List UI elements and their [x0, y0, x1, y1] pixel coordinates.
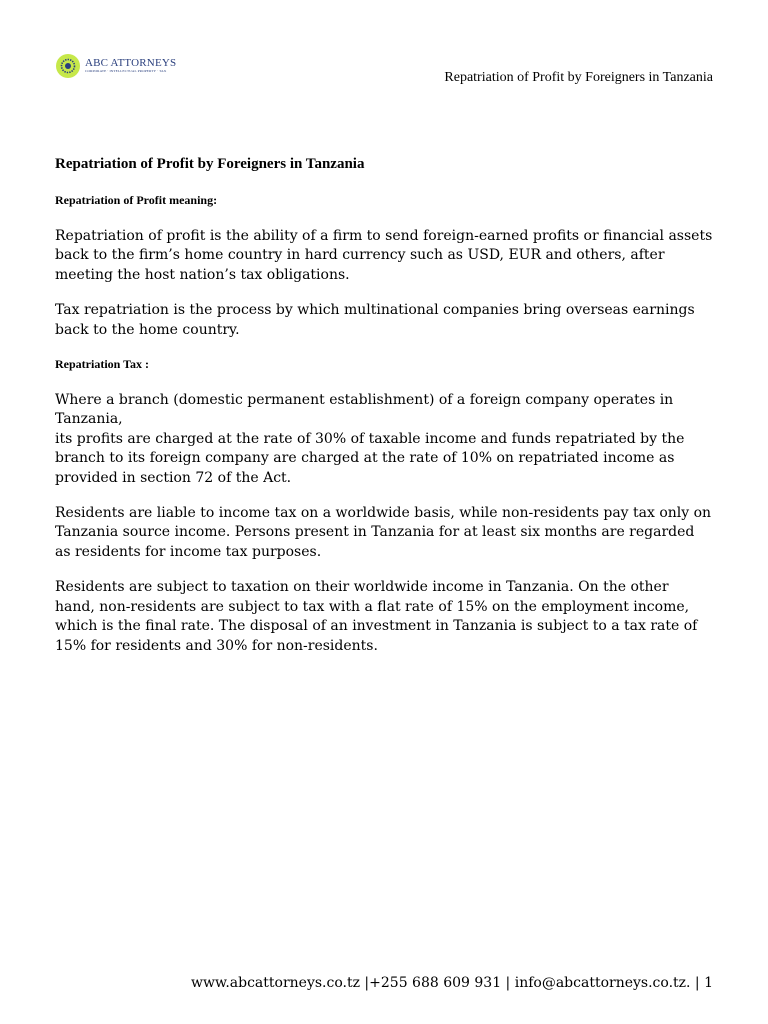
- paragraph-line: Tanzania source income. Persons present in Tanzania for at least six months are regarded: [55, 524, 695, 541]
- paragraph-line: as residents for income tax purposes.: [55, 543, 322, 560]
- page-footer: www.abcattorneys.co.tz |+255 688 609 931 | info@abcattorneys.co.tz. | 1: [191, 975, 713, 991]
- logo-name: ABC ATTORNEYS: [85, 57, 177, 70]
- paragraph-residents: [55, 504, 715, 562]
- logo-emblem-icon: [56, 54, 80, 78]
- paragraph-tax-repatriation: [55, 301, 715, 340]
- paragraph-branch: [55, 391, 715, 488]
- logo-tagline: CORPORATE · INTELLECTUAL PROPERTY · TAX: [85, 69, 167, 74]
- company-logo: [56, 52, 176, 80]
- paragraph-line: Residents are subject to taxation on their worldwide income in Tanzania. On the other: [55, 579, 669, 596]
- document-title: Repatriation of Profit by Foreigners in Tanzania: [55, 156, 365, 172]
- paragraph-line: which is the final rate. The disposal of an investment in Tanzania is subject to a tax rate of: [55, 618, 698, 635]
- heading-repatriation-tax: Repatriation Tax :: [55, 357, 150, 372]
- paragraph-line: Residents are liable to income tax on a worldwide basis, while non-residents pay tax only on: [55, 505, 712, 522]
- paragraph-line: Tanzania,: [55, 411, 123, 428]
- paragraph-line: meeting the host nation’s tax obligations.: [55, 266, 350, 283]
- paragraph-line: back to the firm’s home country in hard currency such as USD, EUR and others, after: [55, 247, 665, 264]
- running-header-title: Repatriation of Profit by Foreigners in Tanzania: [444, 70, 713, 85]
- paragraph-line: branch to its foreign company are charged at the rate of 10% on repatriated income as: [55, 450, 675, 467]
- paragraph-line: hand, non-residents are subject to tax with a flat rate of 15% on the employment income,: [55, 598, 690, 615]
- paragraph-line: back to the home country.: [55, 321, 240, 338]
- paragraph-line: Repatriation of profit is the ability of a firm to send foreign-earned profits or financial assets: [55, 228, 713, 244]
- paragraph-line: provided in section 72 of the Act.: [55, 469, 292, 486]
- paragraph-definition: [55, 227, 715, 285]
- paragraph-line: Where a branch (domestic permanent establishment) of a foreign company operates in: [55, 392, 674, 409]
- paragraph-line: Tax repatriation is the process by which multinational companies bring overseas earnings: [55, 302, 695, 319]
- paragraph-line: its profits are charged at the rate of 30% of taxable income and funds repatriated by the: [55, 430, 685, 447]
- paragraph-line: 15% for residents and 30% for non-residents.: [55, 637, 378, 654]
- article-body: [55, 155, 715, 656]
- heading-repatriation-meaning: Repatriation of Profit meaning:: [55, 193, 218, 207]
- paragraph-taxation: [55, 578, 715, 656]
